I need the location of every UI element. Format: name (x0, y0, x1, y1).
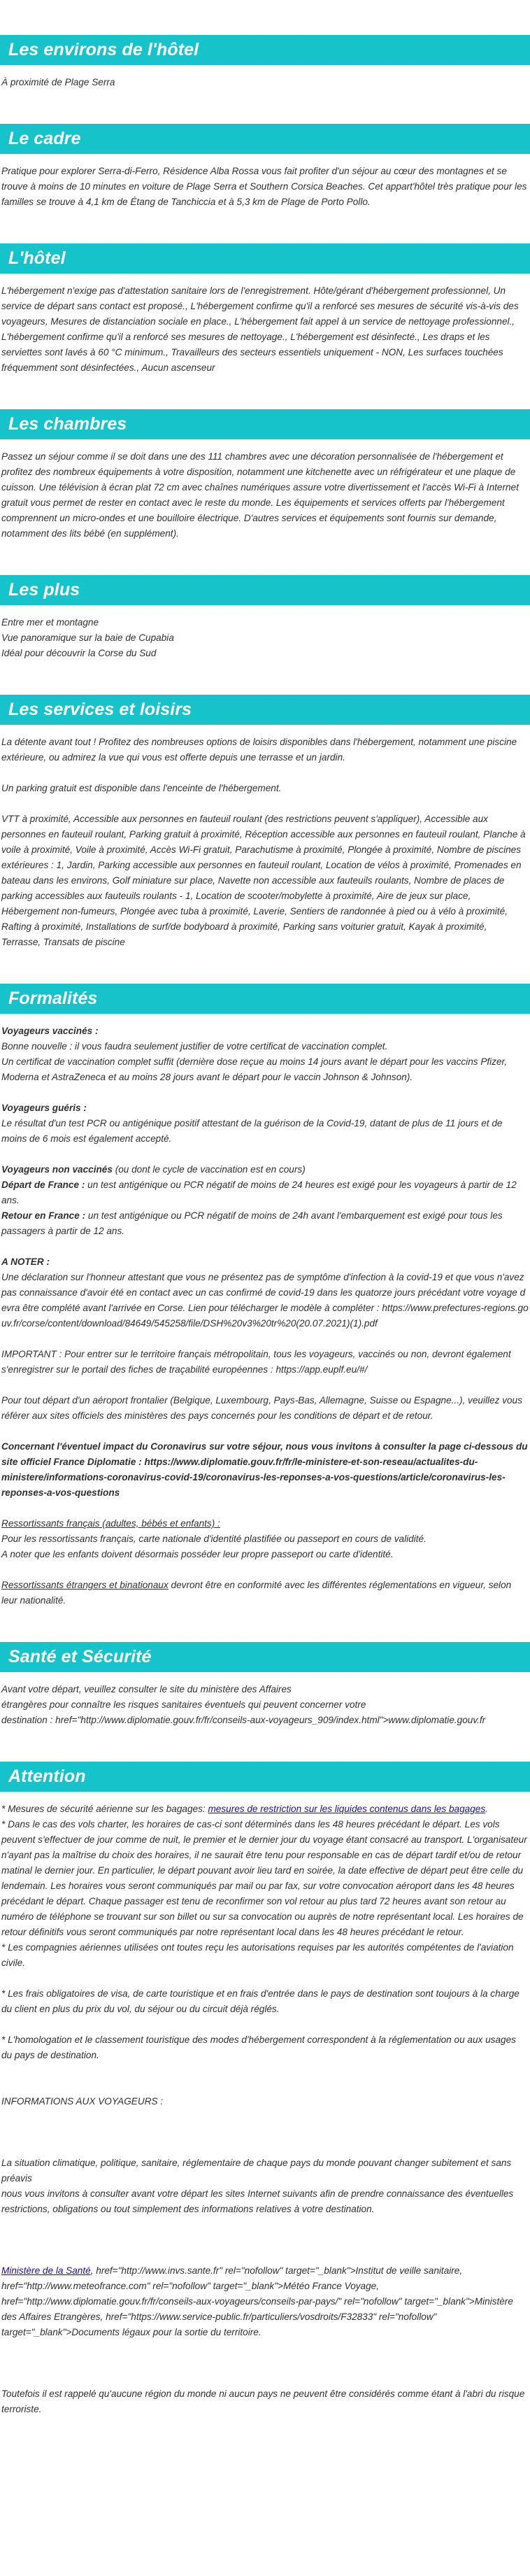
section-header-sante (0, 1642, 530, 1672)
section-plus (0, 575, 530, 661)
section-content-attention (0, 1792, 530, 2417)
sante-line-1: Avant votre départ, veuillez consulter le site du ministère des Affaires (1, 1684, 292, 1694)
homologation-text: * L'homologation et le classement touristique des modes d'hébergement correspondent à la réglementation ou aux usages du pays de destination. (1, 2034, 516, 2060)
section-header-attention (0, 1762, 530, 1792)
ressortissants-etrangers-line (1, 1578, 529, 1608)
vaccines-label: Voyageurs vaccinés : (1, 1026, 99, 1036)
situation-line-2: nous vous invitons à consulter avant votre départ les sites Internet suivants afin de prendre connaissance des éventuelles restrictions, obligations ou tout simplement des informations relatives à votre destination. (1, 2188, 514, 2214)
note-text: Une déclaration sur l'honneur attestant que vous ne présentez pas de symptôme d'infection à la covid-19 et que vous n'avez pas connaissance d'avoir été en contact avec un cas confirmé de covid-19 dans les quatorze jours précédant votre voyage devra être complété avant l'arrivée en Corse. Lien pour télécharger le modèle à compléter : https://www.prefectures-regions.gouv.fr/corse/content/download/84649/545258/file/DSH%20v3%20tr%20(20.07.2021)(1).pdf (1, 1272, 529, 1329)
non-vaccines-label: Voyageurs non vaccinés (1, 1164, 113, 1175)
sante-line-3: destination : href="http://www.diplomatie.gouv.fr/fr/conseils-aux-voyageurs_909/index.html">www.diplomatie.gouv.fr (1, 1715, 486, 1725)
ministere-line (1, 2263, 529, 2340)
ministere-sante-link[interactable]: Ministère de la Santé (1, 2265, 91, 2276)
section-header-cadre (0, 124, 530, 154)
environs-text: À proximité de Plage Serra (1, 77, 115, 87)
section-content-hotel (0, 274, 530, 376)
plus-item: Idéal pour découvrir la Corse du Sud (1, 648, 157, 658)
non-vaccines-line (1, 1162, 529, 1177)
services-intro: La détente avant tout ! Profitez des nombreuses options de loisirs disponibles dans l'hébergement, notamment une piscine extérieure, ou admirez la vue qui vous est offerte depuis une terrasse et un jardin. (1, 737, 517, 763)
mesures-prefix: * Mesures de sécurité aérienne sur les bagages: (1, 1804, 208, 1814)
cadre-text: Pratique pour explorer Serra-di-Ferro, Résidence Alba Rossa vous fait profiter d'un séjour au cœur des montagnes et se trouve à moins de 10 minutes en voiture de Plage Serra et Southern Corsica Beaches. Cet appart'hôtel très pratique pour les familles se trouve à 4,1 km de Étang de Tanchiccia et à 5,3 km de Plage de Porto Pollo. (1, 166, 527, 207)
section-title-services: Les services et loisirs (8, 700, 192, 719)
ressortissants-francais-line-1: Pour les ressortissants français, carte nationale d'identité plastifiée ou passeport en cours de validité. (1, 1534, 427, 1544)
section-header-environs (0, 35, 530, 65)
section-title-hotel: L'hôtel (8, 248, 66, 268)
ressortissants-francais-line-2: A noter que les enfants doivent désormais posséder leur propre passeport ou carte d'identité. (1, 1549, 394, 1559)
ressortissants-etrangers-text: devront être en conformité avec les différentes réglementations en vigueur, selon leur nationalité. (1, 1580, 512, 1606)
section-content-cadre (0, 154, 530, 210)
chambres-text: Passez un séjour comme il se doit dans une des 111 chambres avec une décoration personnalisée de l'hébergement et profitez des nombreux équipements à votre disposition, notamment une kitchenette avec un réfrigérateur et une plaque de cuisson. Une télévision à écran plat 72 cm avec chaînes numériques assure votre divertissement et l'accès Wi-Fi à Internet gratuit vous permet de rester en contact avec le reste du monde. Les équipements et services offerts par l'hébergement comprennent un micro-ondes et une bouilloire électrique. D'autres services et équipements sont fournis sur demande, notamment des lits bébé (en supplément). (1, 451, 519, 539)
frais-text: * Les frais obligatoires de visa, de carte touristique et en frais d'entrée dans le pays de destination sont toujours à la charge du client en plus du prix du vol, du séjour ou du circuit déjà réglés. (1, 1988, 520, 2014)
mesures-line (1, 1802, 529, 1817)
section-title-chambres: Les chambres (8, 414, 127, 434)
mesures-suffix: . (485, 1804, 488, 1814)
section-chambres (0, 409, 530, 542)
section-title-formalites: Formalités (8, 989, 98, 1008)
section-content-formalites (0, 1014, 530, 1608)
section-content-environs (0, 65, 530, 90)
non-vaccines-suffix: (ou dont le cycle de vaccination est en cours) (112, 1164, 306, 1175)
mesures-restriction-link[interactable]: mesures de restriction sur les liquides contenus dans les bagages (208, 1804, 486, 1814)
plus-item: Vue panoramique sur la baie de Cupabia (1, 632, 174, 643)
section-content-sante (0, 1672, 530, 1728)
section-content-services (0, 725, 530, 950)
section-header-chambres (0, 409, 530, 439)
compagnies-text: * Les compagnies aériennes utilisées ont toutes reçu les autorisations requises par les autorités compétentes de l'aviation civile. (1, 1942, 514, 1968)
ministere-rest: , href="http://www.invs.sante.fr" rel="nofollow" target="_blank">Institut de veille sanitaire, href="http://www.meteofrance.com" rel="nofollow" target="_blank">Météo France Voyage, href="http://www.diplomatie.gouv.fr/fr/conseils-aux-voyageurs/conseils-par-pays/" rel="nofollow" target="_blank">Ministère des Affaires Etrangères, href="https://www.service-public.fr/particuliers/vosdroits/F32833" rel="nofollow" target="_blank">Documents légaux pour la sortie du territoire. (1, 2265, 513, 2337)
section-header-hotel (0, 243, 530, 274)
section-formalites (0, 984, 530, 1608)
coronavirus-notice: Concernant l'éventuel impact du Coronavirus sur votre séjour, nous vous invitons à consulter la page ci-dessous du site officiel France Diplomatie : https://www.diplomatie.gouv.fr/fr/le-ministere-et-son-reseau/actualites-du-ministere/informations-coronavirus-covid-19/coronavirus-les-reponses-a-vos-questions/article/coronavirus-les-reponses-a-vos-questions (1, 1441, 528, 1498)
depart-line (1, 1177, 529, 1208)
section-environs (0, 35, 530, 90)
section-content-plus (0, 605, 530, 661)
frontalier-text: Pour tout départ d'un aéroport frontalier (Belgique, Luxembourg, Pays-Bas, Allemagne, Suisse ou Espagne...), veuillez vous référer aux sites officiels des ministères des pays concernés pour les conditions de départ et de retour. (1, 1395, 522, 1421)
info-voyageurs-label: INFORMATIONS AUX VOYAGEURS : (1, 2096, 164, 2107)
toutefois-text: Toutefois il est rappelé qu'aucune région du monde ni aucun pays ne peuvent être considérés comme étant à l'abri du risque terroriste. (1, 2389, 525, 2414)
vaccines-line-2: Un certificat de vaccination complet suffit (dernière dose reçue au moins 14 jours avant le départ pour les vaccins Pfizer, Moderna et AstraZeneca et au moins 28 jours avant le départ pour le vaccin Johnson & Johnson). (1, 1056, 508, 1082)
section-title-sante: Santé et Sécurité (8, 1647, 152, 1666)
section-services (0, 695, 530, 950)
section-content-chambres (0, 439, 530, 542)
ressortissants-etrangers-label: Ressortissants étrangers et binationaux (1, 1580, 169, 1590)
section-header-services (0, 695, 530, 725)
section-sante (0, 1642, 530, 1728)
section-title-plus: Les plus (8, 580, 80, 600)
section-header-formalites (0, 984, 530, 1014)
depart-label: Départ de France : (1, 1180, 85, 1190)
services-list: VTT à proximité, Accessible aux personnes en fauteuil roulant (des restrictions peuvent s'appliquer), Accessible aux personnes en fauteuil roulant, Parking gratuit à proximité, Réception accessible aux personnes en fauteuil roulant, Planche à voile à proximité, Voile à proximité, Accès Wi-Fi gratuit, Parachutisme à proximité, Plongée à proximité, Nombre de piscines extérieures : 1, Jardin, Parking accessible aux personnes en fauteuil roulant, Location de vélos à proximité, Promenades en bateau dans les environs, Golf miniature sur place, Navette non accessible aux fauteuils roulants, Nombre de places de parking accessibles aux fauteuils roulants - 1, Location de scooter/mobylette à proximité, Aire de jeux sur place, Hébergement non-fumeurs, Plongée avec tuba à proximité, Laverie, Sentiers de randonnée à pied ou à vélo à proximité, Rafting à proximité, Installations de surf/de bodyboard à proximité, Parking sans voiturier gratuit, Kayak à proximité, Terrasse, Transats de piscine (1, 814, 526, 947)
depart-text: un test antigénique ou PCR négatif de moins de 24 heures est exigé pour les voyageurs à partir de 12 ans. (1, 1180, 517, 1205)
hotel-text: L'hébergement n'exige pas d'attestation sanitaire lors de l'enregistrement. Hôte/gérant d'hébergement professionnel, Un service de départ sans contact est proposé., L'hébergement confirme qu'il a renforcé ses mesures de sécurité vis-à-vis des voyageurs, Mesures de distanciation sociale en place., L'hébergement fait appel à un service de nettoyage professionnel., L'hébergement confirme qu'il a renforcé ses mesures de nettoyage., L'hébergement est désinfecté., Les draps et les serviettes sont lavés à 60 °C minimum., Travailleurs des secteurs essentiels uniquement - NON, Les surfaces touchées fréquemment sont désinfectées., Aucun ascenseur (1, 285, 519, 373)
section-title-environs: Les environs de l'hôtel (8, 40, 199, 59)
section-hotel (0, 243, 530, 376)
section-attention (0, 1762, 530, 2417)
retour-text: un test antigénique ou PCR négatif de moins de 24h avant l'embarquement est exigé pour tous les passagers à partir de 12 ans. (1, 1210, 503, 1236)
section-cadre (0, 124, 530, 210)
retour-label: Retour en France : (1, 1210, 86, 1221)
situation-line-1: La situation climatique, politique, sanitaire, réglementaire de chaque pays du monde pouvant changer subitement et sans préavis (1, 2158, 512, 2184)
section-title-cadre: Le cadre (8, 129, 81, 148)
ressortissants-francais-label: Ressortissants français (adultes, bébés et enfants) : (1, 1518, 220, 1529)
page (0, 35, 530, 2445)
section-title-attention: Attention (8, 1767, 86, 1786)
section-header-plus (0, 575, 530, 605)
important-text: IMPORTANT : Pour entrer sur le territoire français métropolitain, tous les voyageurs, vaccinés ou non, devront également s'enregistrer sur le portail des fiches de traçabilité européennes : https://app.euplf.eu/#/ (1, 1349, 511, 1375)
gueris-label: Voyageurs guéris : (1, 1103, 87, 1113)
gueris-text: Le résultat d'un test PCR ou antigénique positif attestant de la guérison de la Covid-19, datant de plus de 11 jours et de moins de 6 mois est également accepté. (1, 1118, 503, 1144)
services-parking: Un parking gratuit est disponible dans l'enceinte de l'hébergement. (1, 783, 282, 793)
horaires-text: * Dans le cas des vols charter, les horaires de cas-ci sont déterminés dans les 48 heures précédant le départ. Les vols peuvent s'effectuer de jour comme de nuit, le premier et le dernier jour du voyage étant consacré au transport. L'organisateur n'ayant pas la maîtrise du choix des horaires, il ne saurait être tenu pour responsable en cas de départ tardif et/ou de retour matinal le dernier jour. En particulier, le départ pouvant avoir lieu tard en soirée, la date effective de départ peut être celle du lendemain. Les horaires vous seront communiqués par mail ou par fax, sur votre convocation aéroport dans les 48 heures précédant le départ. Chaque passager est tenu de reconfirmer son vol retour au plus tard 72 heures avant son retour au numéro de téléphone se trouvant sur son billet ou sur sa convocation ou auprès de notre représentant local. Les horaires de retour définitifs vous seront communiqués par notre représentant local dans les 48 heures précédant le retour. (1, 1819, 527, 1937)
retour-line (1, 1208, 529, 1239)
sante-line-2: étrangères pour connaître les risques sanitaires éventuels qui peuvent concerner votre (1, 1699, 366, 1710)
vaccines-line-1: Bonne nouvelle : il vous faudra seulement justifier de votre certificat de vaccination complet. (1, 1041, 388, 1052)
note-label: A NOTER : (1, 1257, 50, 1267)
plus-item: Entre mer et montagne (1, 617, 99, 628)
